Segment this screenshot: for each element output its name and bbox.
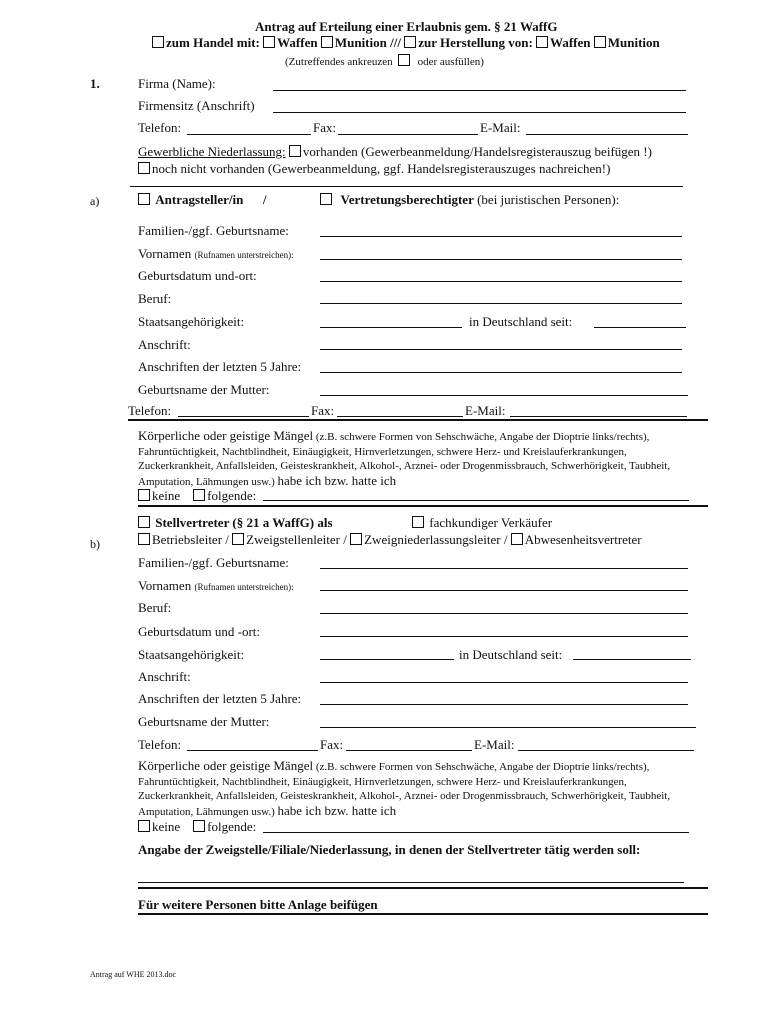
niederlassung-row: Gewerbliche Niederlassung: vorhanden (Gewerbeanmeldung/Handelsregisterauszug beifügen !) xyxy=(138,144,652,159)
handel-checkbox[interactable] xyxy=(152,36,164,48)
b-fachkundig-checkbox[interactable] xyxy=(412,516,424,528)
a-folgende-field[interactable] xyxy=(263,500,689,501)
firmensitz-field[interactable] xyxy=(273,112,686,113)
section-a-letter: a) xyxy=(90,194,100,208)
a-telefon-field[interactable] xyxy=(178,416,309,417)
a-divider xyxy=(128,419,708,421)
b-geburtsdatum-label: Geburtsdatum und -ort: xyxy=(138,624,261,639)
a-mutter-field[interactable] xyxy=(320,395,688,396)
a-fax-field[interactable] xyxy=(337,416,463,417)
a-familienname-label: Familien-/ggf. Geburtsname: xyxy=(138,223,289,238)
b-divider xyxy=(138,505,708,507)
b-anschriften5-label: Anschriften der letzten 5 Jahre: xyxy=(138,691,302,706)
b-anschrift-field[interactable] xyxy=(320,682,688,683)
b-telefon-field[interactable] xyxy=(187,750,318,751)
firma-field[interactable] xyxy=(273,90,686,91)
a-email-field[interactable] xyxy=(510,416,687,417)
b-betriebsleiter-checkbox[interactable] xyxy=(138,533,150,545)
a-telefon-label: Telefon: xyxy=(128,403,172,418)
herstellung-checkbox[interactable] xyxy=(404,36,416,48)
a-fax-label: Fax: xyxy=(311,403,335,418)
b-stellvertreter-checkbox[interactable] xyxy=(138,516,150,528)
a-staat-label: Staatsangehörigkeit: xyxy=(138,314,245,329)
weitere-personen-note: Für weitere Personen bitte Anlage beifügen xyxy=(138,897,378,912)
b-fax-label: Fax: xyxy=(320,737,344,752)
example-checkbox xyxy=(398,54,410,66)
section-b-letter: b) xyxy=(90,537,100,551)
b-folgende-checkbox[interactable] xyxy=(193,820,205,832)
antragsteller-row: Antragsteller/in / xyxy=(138,192,266,208)
a-anschrift-label: Anschrift: xyxy=(138,337,191,352)
b-zweigstelle-field[interactable] xyxy=(138,882,684,883)
b-fax-field[interactable] xyxy=(346,750,472,751)
b-staat-field[interactable] xyxy=(320,659,454,660)
vertretung-row: Vertretungsberechtigter (bei juristischen Personen): xyxy=(320,192,619,208)
b-folgende-field[interactable] xyxy=(263,832,689,833)
b-keine-folgende-row: keine folgende: xyxy=(138,819,256,835)
b-email-field[interactable] xyxy=(518,750,694,751)
a-email-label: E-Mail: xyxy=(465,403,506,418)
a-vornamen-label: Vornamen (Rufnamen unterstreichen): xyxy=(138,246,294,261)
a-folgende-checkbox[interactable] xyxy=(193,489,205,501)
firma-telefon-field[interactable] xyxy=(187,134,311,135)
form-subtitle: zum Handel mit: Waffen Munition /// zur Herstellung von: Waffen Munition xyxy=(152,35,660,51)
a-keine-checkbox[interactable] xyxy=(138,489,150,501)
b-staat-label: Staatsangehörigkeit: xyxy=(138,647,245,662)
firma-email-field[interactable] xyxy=(526,134,688,135)
b-vornamen-field[interactable] xyxy=(320,590,688,591)
firmensitz-label: Firmensitz (Anschrift) xyxy=(138,98,255,113)
b-abwesenheit-checkbox[interactable] xyxy=(511,533,523,545)
firma-label: Firma (Name): xyxy=(138,76,216,91)
vorhanden-checkbox[interactable] xyxy=(289,145,301,157)
footer-filename: Antrag auf WHE 2013.doc xyxy=(90,970,177,979)
b-anschriften5-field[interactable] xyxy=(320,704,688,705)
b-familienname-field[interactable] xyxy=(320,568,688,569)
form-title: Antrag auf Erteilung einer Erlaubnis gem. § 21 WaffG xyxy=(255,19,558,34)
b-anschrift-label: Anschrift: xyxy=(138,669,191,684)
b-in-de-seit-label: in Deutschland seit: xyxy=(459,647,563,662)
b-roles-row: Betriebsleiter / Zweigstellenleiter / Zweigniederlassungsleiter / Abwesenheitsvertreter xyxy=(138,532,642,548)
b-maengel-text: Körperliche oder geistige Mängel (z.B. schwere Formen von Sehschwäche, Angabe der Dioptrie links/rechts), Fahruntüchtigkeit, Nachtblindheit, Einäugigkeit, Hirnverletzungen, schwere Herz- und Kreislauferkrankungen, Zuckerkrankheit, Anfallsleiden, Geisteskrankheit, Alkohol-, Arznei- oder Drogenmissbrauch, Schwerhörigkeit, Taubheit, Amputation, Lähmungen usw.) habe ich bzw. hatte ich xyxy=(138,758,671,818)
firma-fax-label: Fax: xyxy=(313,120,337,135)
a-mutter-label: Geburtsname der Mutter: xyxy=(138,382,270,397)
a-in-de-seit-field[interactable] xyxy=(594,327,686,328)
a-in-de-seit-label: in Deutschland seit: xyxy=(469,314,573,329)
b-geburtsdatum-field[interactable] xyxy=(320,636,688,637)
a-geburtsdatum-field[interactable] xyxy=(320,281,682,282)
b-in-de-seit-field[interactable] xyxy=(573,659,691,660)
antragsteller-checkbox[interactable] xyxy=(138,193,150,205)
a-familienname-field[interactable] xyxy=(320,236,682,237)
b-beruf-label: Beruf: xyxy=(138,600,172,615)
firma-fax-field[interactable] xyxy=(338,134,478,135)
a-staat-field[interactable] xyxy=(320,327,462,328)
vertretung-checkbox[interactable] xyxy=(320,193,332,205)
a-vornamen-field[interactable] xyxy=(320,259,682,260)
a-anschriften5-field[interactable] xyxy=(320,372,682,373)
b-mutter-label: Geburtsname der Mutter: xyxy=(138,714,270,729)
b-stellvertreter-row: Stellvertreter (§ 21 a WaffG) als xyxy=(138,515,333,531)
section-divider xyxy=(130,186,683,187)
b-familienname-label: Familien-/ggf. Geburtsname: xyxy=(138,555,289,570)
a-keine-folgende-row: keine folgende: xyxy=(138,488,256,504)
b-zweigstelle-label: Angabe der Zweigstelle/Filiale/Niederlassung, in denen der Stellvertreter tätig werden soll: xyxy=(138,842,641,857)
b-email-label: E-Mail: xyxy=(474,737,515,752)
nicht-vorhanden-checkbox[interactable] xyxy=(138,162,150,174)
herstellung-munition-checkbox[interactable] xyxy=(594,36,606,48)
b-keine-checkbox[interactable] xyxy=(138,820,150,832)
b-telefon-label: Telefon: xyxy=(138,737,182,752)
b-fachkundig-row: fachkundiger Verkäufer xyxy=(412,515,552,531)
a-beruf-label: Beruf: xyxy=(138,291,172,306)
herstellung-waffen-checkbox[interactable] xyxy=(536,36,548,48)
b-mutter-field[interactable] xyxy=(320,727,696,728)
b-zweigniederlassung-checkbox[interactable] xyxy=(350,533,362,545)
a-anschriften5-label: Anschriften der letzten 5 Jahre: xyxy=(138,359,302,374)
a-geburtsdatum-label: Geburtsdatum und-ort: xyxy=(138,268,257,283)
handel-waffen-checkbox[interactable] xyxy=(263,36,275,48)
b-beruf-field[interactable] xyxy=(320,613,688,614)
a-beruf-field[interactable] xyxy=(320,303,682,304)
a-maengel-text: Körperliche oder geistige Mängel (z.B. schwere Formen von Sehschwäche, Angabe der Dioptrie links/rechts), Fahruntüchtigkeit, Nachtblindheit, Einäugigkeit, Hirnverletzungen, schwere Herz- und Kreislauferkrankungen, Zuckerkrankheit, Anfallsleiden, Geisteskrankheit, Alkohol-, Arznei- oder Drogenmissbrauch, Schwerhörigkeit, Taubheit, Amputation, Lähmungen usw.) habe ich bzw. hatte ich xyxy=(138,428,671,488)
final-divider xyxy=(138,913,708,915)
handel-munition-checkbox[interactable] xyxy=(321,36,333,48)
a-anschrift-field[interactable] xyxy=(320,349,682,350)
form-instructions: (Zutreffendes ankreuzen oder ausfüllen) xyxy=(285,56,484,68)
firma-email-label: E-Mail: xyxy=(480,120,521,135)
b-vornamen-label: Vornamen (Rufnamen unterstreichen): xyxy=(138,578,294,593)
firma-telefon-label: Telefon: xyxy=(138,120,182,135)
b-zweigstellenleiter-checkbox[interactable] xyxy=(232,533,244,545)
section-1-number: 1. xyxy=(90,76,100,91)
b-bottom-divider xyxy=(138,887,708,889)
nicht-vorhanden-row: noch nicht vorhanden (Gewerbeanmeldung, ggf. Handelsregisterauszuges nachreichen!) xyxy=(138,161,610,177)
